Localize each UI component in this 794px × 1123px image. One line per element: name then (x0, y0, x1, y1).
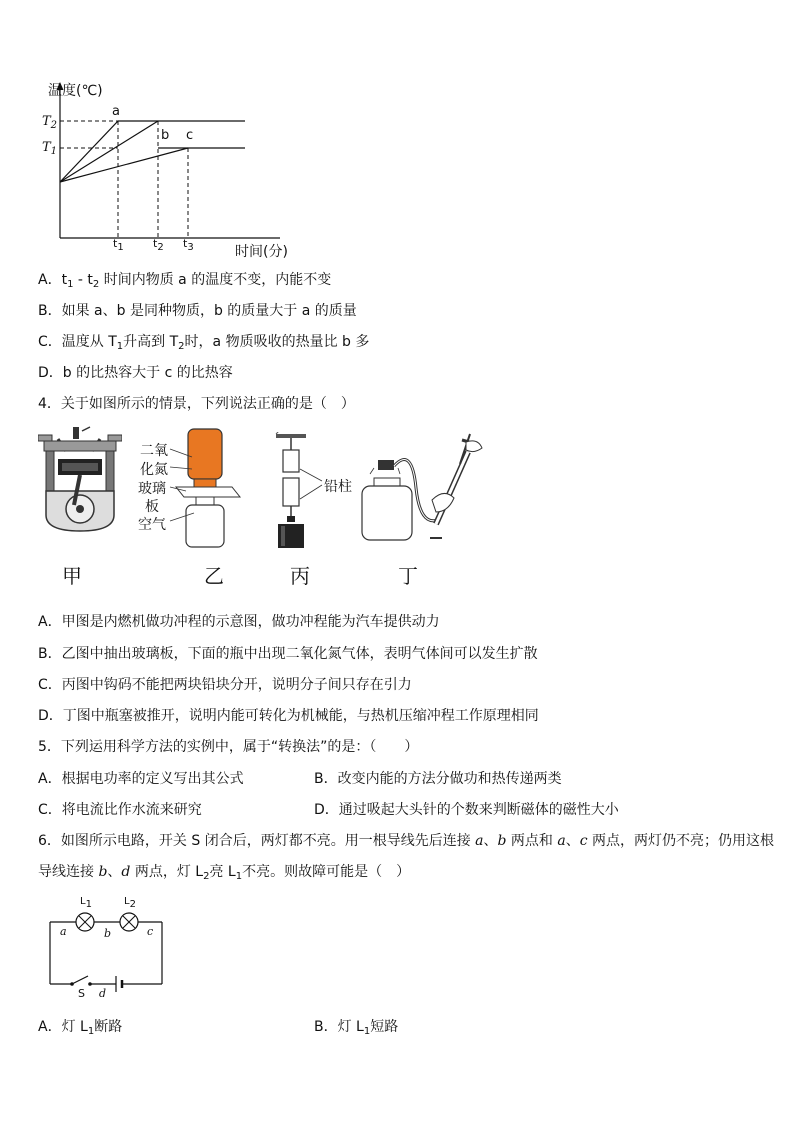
graph-tick-t2: $t_2$ (153, 237, 164, 253)
q4-option-d: D．丁图中瓶塞被推开，说明内能可转化为机械能，与热机压缩冲程工作原理相同 (38, 708, 539, 724)
q3-option-d: D．b 的比热容大于 c 的比热容 (38, 365, 233, 381)
label-no2-1: 二氧 (140, 443, 168, 459)
figure-ding-pump (358, 428, 486, 550)
label-bing: 丙 (290, 564, 310, 588)
label-no2-2: 化氮 (140, 462, 168, 478)
q5-option-d: D．通过吸起大头针的个数来判断磁体的磁性大小 (314, 802, 619, 818)
graph-point-c: c (186, 128, 194, 143)
label-jia: 甲 (62, 564, 82, 588)
label-glass-1: 玻璃 (138, 481, 166, 497)
circuit-label-l2: $L_2$ (124, 896, 136, 910)
q3-option-b: B．如果 a、b 是同种物质，b 的质量大于 a 的质量 (38, 303, 357, 319)
graph-tick-t3: $t_3$ (183, 237, 194, 253)
circuit-label-l1: $L_1$ (80, 896, 92, 910)
line-c (60, 148, 188, 182)
label-glass-2: 板 (145, 499, 159, 515)
circuit-label-b: b (104, 927, 112, 940)
q6-option-a: A．灯 $L_1$断路 (38, 1019, 123, 1037)
circuit-label-d: d (99, 987, 107, 1000)
graph-xlabel: 时间(分) (235, 244, 288, 260)
graph-ylabel: 温度(℃) (48, 83, 103, 99)
circuit-label-s: S (78, 987, 85, 1000)
q6-stem-line1: 6．如图所示电路，开关 S 闭合后，两灯都不亮。用一根导线先后连接 a、b 两点和 a、c 两点，两灯仍不亮；仍用这根 (38, 833, 775, 849)
q3-option-a: A．$t_1 - t_2$ 时间内物质 a 的温度不变，内能不变 (38, 272, 332, 290)
circuit-label-a: a (60, 925, 67, 938)
q5-option-c: C．将电流比作水流来研究 (38, 802, 202, 818)
q6-stem-line2: 导线连接 b、d 两点，灯 $L_2$亮 $L_1$不亮。则故障可能是（ ） (38, 864, 411, 882)
q4-stem: 4．关于如图所示的情景，下列说法正确的是（ ） (38, 396, 355, 412)
label-ding: 丁 (398, 564, 418, 588)
q3-option-c: C．温度从 $T_1$升高到 $T_2$时，a 物质吸收的热量比 b 多 (38, 334, 370, 352)
switch-s (72, 976, 88, 984)
graph-point-a: a (112, 104, 120, 119)
q5-option-a: A．根据电功率的定义写出其公式 (38, 771, 244, 787)
label-lead: 铅柱 (324, 479, 352, 495)
figure-bing-pointers (298, 465, 324, 505)
figure-jia-engine (38, 425, 122, 535)
q4-option-a: A．甲图是内燃机做功冲程的示意图，做功冲程能为汽车提供动力 (38, 614, 440, 630)
q5-option-b: B．改变内能的方法分做功和热传递两类 (314, 771, 562, 787)
graph-tick-t1: $t_1$ (113, 237, 124, 253)
q6-option-b: B．灯 $L_1$短路 (314, 1019, 399, 1037)
circuit-label-c: c (147, 925, 154, 938)
q5-stem: 5．下列运用科学方法的实例中，属于“转换法”的是：（ ） (38, 739, 419, 755)
figure-yi-pointers (168, 445, 208, 530)
label-yi: 乙 (204, 564, 224, 588)
graph-T1-label: $T_1$ (42, 140, 58, 157)
circuit-diagram (42, 896, 172, 1000)
temperature-time-graph (30, 78, 310, 260)
q4-option-c: C．丙图中钩码不能把两块铅块分开，说明分子间只存在引力 (38, 677, 412, 693)
q4-option-b: B．乙图中抽出玻璃板，下面的瓶中出现二氧化氮气体，表明气体间可以发生扩散 (38, 646, 538, 662)
graph-T2-label: $T_2$ (42, 114, 58, 131)
graph-point-b: b (161, 128, 170, 143)
label-air: 空气 (138, 517, 166, 533)
